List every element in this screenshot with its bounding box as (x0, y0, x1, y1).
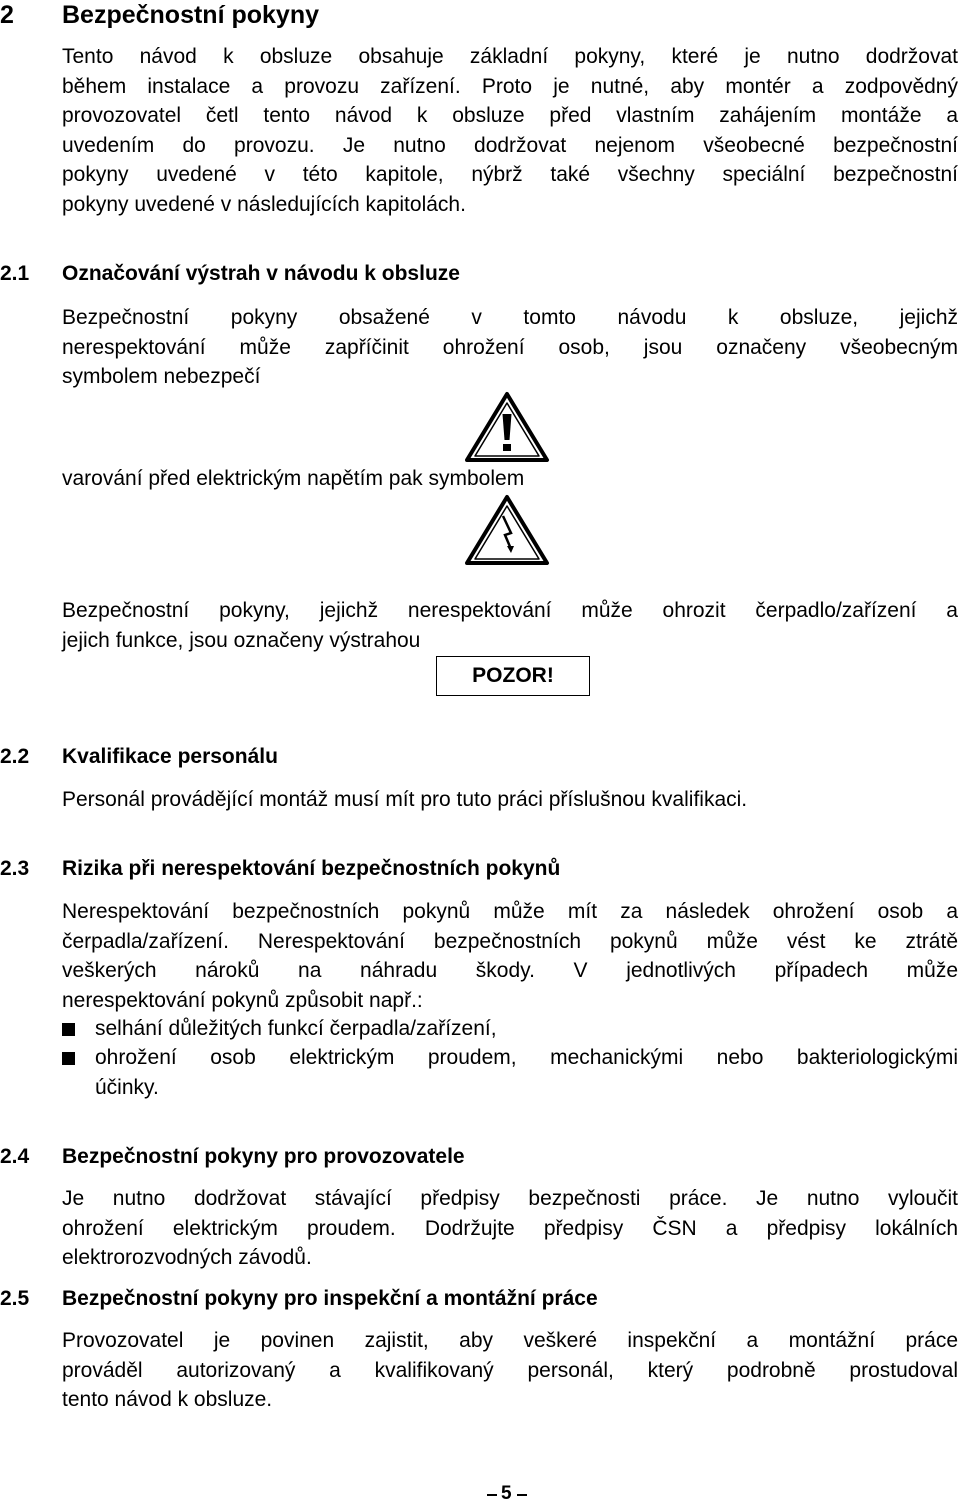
text-line: nerespektování může zapříčinit ohrožení osob, jsou označeny všeobecným (62, 335, 958, 359)
page-number-dash (487, 1494, 497, 1496)
section-number: 2.3 (0, 857, 30, 880)
section-title: Kvalifikace personálu (62, 745, 278, 768)
text-line: pokyny uvedené v následujících kapitolách. (62, 192, 466, 216)
pozor-warning-box: POZOR! (436, 656, 590, 696)
text-line: během instalace a provozu zařízení. Proto je nutné, aby montér a zodpovědný (62, 74, 958, 98)
section-2-4-para (62, 1184, 958, 1273)
section-2-2-text: Personál provádějící montáž musí mít pro tuto práci příslušnou kvalifikaci. (62, 788, 748, 811)
lightning-warning-triangle-icon (463, 493, 551, 567)
list-item-text (95, 1043, 958, 1102)
section-number: 2 (0, 1, 14, 29)
text-line: symbolem nebezpečí (62, 365, 261, 389)
section-2-1-para2 (62, 596, 958, 655)
electric-warning-text: varování před elektrickým napětím pak symbolem (62, 467, 525, 490)
text-line: nerespektování pokynů způsobit např.: (62, 988, 423, 1012)
text-line: ohrožení elektrickým proudem. Dodržujte předpisy ČSN a předpisy lokálních (62, 1216, 958, 1240)
text-line: ohrožení osob elektrickým proudem, mechanickými nebo bakteriologickými (95, 1046, 958, 1069)
text-line: pokyny uvedené v této kapitole, nýbrž také všechny speciální bezpečnostní (62, 163, 958, 187)
section-2-5-para (62, 1326, 958, 1415)
text-line: tento návod k obsluze. (62, 1388, 273, 1412)
text-line: Tento návod k obsluze obsahuje základní pokyny, které je nutno dodržovat (62, 45, 958, 68)
section-title: Bezpečnostní pokyny pro provozovatele (62, 1145, 465, 1168)
text-line: jejich funkce, jsou označeny výstrahou (62, 628, 421, 652)
text-line: uvedením do provozu. Je nutno dodržovat nejenom všeobecné bezpečnostní (62, 133, 958, 157)
section-title: Bezpečnostní pokyny (62, 1, 319, 29)
section-number: 2.2 (0, 745, 30, 768)
bullet-square-icon (62, 1052, 75, 1065)
section-2-intro (62, 42, 958, 220)
text-line: prováděl autorizovaný a kvalifikovaný personál, který podrobně prostudoval (62, 1358, 958, 1382)
page-number-dash (517, 1494, 527, 1496)
section-2-3-para (62, 897, 958, 1015)
text-line: provozovatel četl tento návod k obsluze před vlastním zahájením montáže a (62, 104, 958, 128)
text-line: Je nutno dodržovat stávající předpisy bezpečnosti práce. Je nutno vyloučit (62, 1187, 958, 1210)
text-line: Bezpečnostní pokyny obsažené v tomto návodu k obsluze, jejichž (62, 306, 958, 329)
section-title: Označování výstrah v návodu k obsluze (62, 262, 460, 285)
section-title: Bezpečnostní pokyny pro inspekční a montážní práce (62, 1287, 598, 1310)
text-line: Provozovatel je povinen zajistit, aby veškeré inspekční a montážní práce (62, 1329, 958, 1352)
text-line: veškerých nároků na náhradu škody. V jednotlivých případech může (62, 959, 958, 983)
section-number: 2.4 (0, 1145, 30, 1168)
exclamation-warning-triangle-icon (463, 390, 551, 464)
list-item-text: selhání důležitých funkcí čerpadla/zařízení, (95, 1017, 497, 1040)
section-title: Rizika při nerespektování bezpečnostních pokynů (62, 857, 561, 880)
section-number: 2.1 (0, 262, 30, 285)
text-line: elektrorozvodných závodů. (62, 1246, 312, 1270)
bullet-square-icon (62, 1023, 75, 1036)
page-number: 5 (501, 1483, 512, 1504)
section-2-1-para1 (62, 303, 958, 392)
text-line: čerpadla/zařízení. Nerespektování bezpečnostních pokynů může vést ke ztrátě (62, 929, 958, 953)
section-number: 2.5 (0, 1287, 30, 1310)
text-line: Bezpečnostní pokyny, jejichž nerespektování může ohrozit čerpadlo/zařízení a (62, 599, 958, 622)
text-line: účinky. (95, 1075, 159, 1099)
text-line: Nerespektování bezpečnostních pokynů může mít za následek ohrožení osob a (62, 900, 958, 923)
